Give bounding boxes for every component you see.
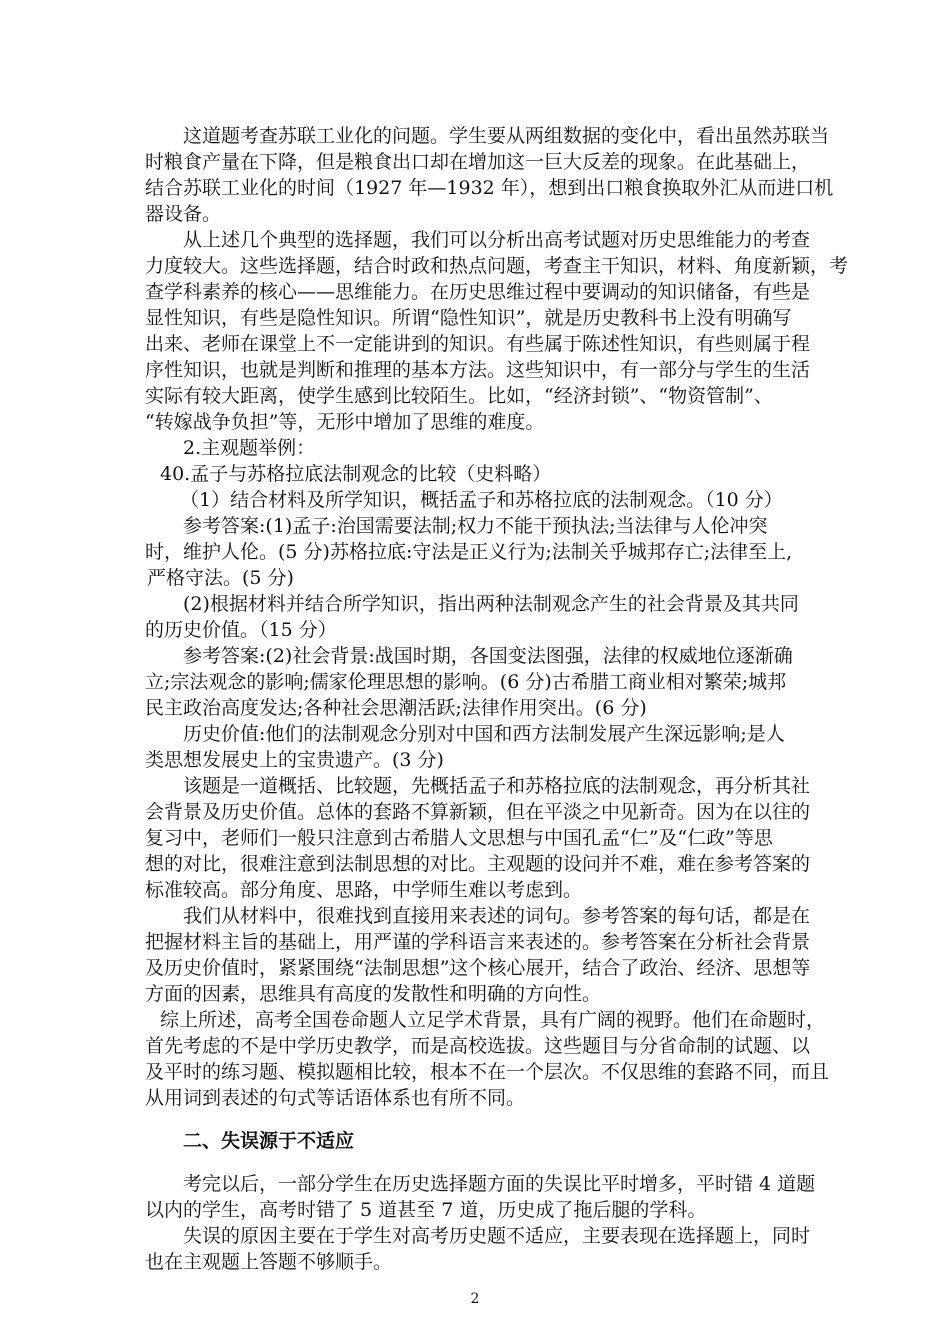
- text-line: 时粮食产量在下降，但是粮食出口却在增加这一巨大反差的现象。在此基础上，: [145, 151, 811, 173]
- section-heading: 二、失误源于不适应: [183, 1130, 355, 1152]
- text-line: 查学科素养的核心——思维能力。在历史思维过程中要调动的知识储备，有些是: [145, 281, 811, 303]
- text-line: 类思想发展史上的宝贵遗产。(3 分): [145, 749, 444, 771]
- text-line: 显性知识，有些是隐性知识。所谓“隐性知识”，就是历史教科书上没有明确写: [145, 307, 792, 329]
- text-line: 标准较高。部分角度、思路，中学师生难以考虑到。: [145, 879, 583, 901]
- text-line: 出来、老师在课堂上不一定能讲到的知识。有些属于陈述性知识，有些则属于程: [145, 333, 811, 355]
- text-line: 民主政治高度发达;各种社会思潮活跃;法律作用突出。(6 分): [145, 697, 647, 719]
- text-line: 序性知识，也就是判断和推理的基本方法。这些知识中，有一部分与学生的生活: [145, 359, 811, 381]
- question-part: (2)根据材料并结合所学知识，指出两种法制观念产生的社会背景及其共同: [183, 593, 799, 615]
- text-line: 力度较大。这些选择题，结合时政和热点问题，考查主干知识，材料、角度新颖，考: [145, 255, 849, 277]
- question-title: 40.孟子与苏格拉底法制观念的比较（史料略）: [160, 463, 552, 485]
- section-label: 2.主观题举例：: [183, 437, 316, 459]
- text-line: 方面的因素，思维具有高度的发散性和明确的方向性。: [145, 983, 602, 1005]
- text-line: 及历史价值时，紧紧围绕“法制思想”这个核心展开，结合了政治、经济、思想等: [145, 957, 811, 979]
- text-line: 会背景及历史价值。总体的套路不算新颖，但在平淡之中见新奇。因为在以往的: [145, 801, 811, 823]
- text-line: 从用词到表述的句式等话语体系也有所不同。: [145, 1087, 526, 1109]
- text-line: 参考答案:(2)社会背景:战国时期，各国变法图强，法律的权威地位逐渐确: [183, 645, 793, 667]
- text-line: 以内的学生，高考时错了 5 道甚至 7 道，历史成了拖后腿的学科。: [145, 1199, 707, 1221]
- text-line: 立;宗法观念的影响;儒家伦理思想的影响。(6 分)古希腊工商业相对繁荣;城邦: [145, 671, 787, 693]
- text-line: 复习中，老师们一般只注意到古希腊人文思想与中国孔孟“仁”及“仁政”等思: [145, 827, 773, 849]
- text-line: 历史价值:他们的法制观念分别对中国和西方法制发展产生深远影响;是人: [183, 723, 785, 745]
- text-line: 结合苏联工业化的时间（1927 年—1932 年），想到出口粮食换取外汇从而进口机: [145, 177, 834, 199]
- text-line: 从上述几个典型的选择题，我们可以分析出高考试题对历史思维能力的考查: [183, 229, 811, 251]
- question-part: （1）结合材料及所学知识，概括孟子和苏格拉底的法制观念。（10 分）: [180, 489, 783, 511]
- text-line: 实际有较大距离，使学生感到比较陌生。比如，“经济封锁”、“物资管制”、: [145, 385, 773, 407]
- text-line: 时，维护人伦。(5 分)苏格拉底:守法是正义行为;法制关乎城邦存亡;法律至上,: [145, 541, 793, 563]
- page-number: 2: [470, 1291, 480, 1307]
- text-line: 综上所述，高考全国卷命题人立足学术背景，具有广阔的视野。他们在命题时，: [160, 1009, 826, 1031]
- text-line: 想的对比，很难注意到法制思想的对比。主观题的设问并不难，难在参考答案的: [145, 853, 811, 875]
- text-line: 首先考虑的不是中学历史教学，而是高校选拔。这些题目与分省命制的试题、以: [145, 1035, 811, 1057]
- text-line: 这道题考查苏联工业化的问题。学生要从两组数据的变化中，看出虽然苏联当: [183, 125, 830, 147]
- text-line: 失误的原因主要在于学生对高考历史题不适应，主要表现在选择题上，同时: [183, 1225, 811, 1247]
- text-line: 我们从材料中，很难找到直接用来表述的词句。参考答案的每句话，都是在: [183, 905, 811, 927]
- text-line: 及平时的练习题、模拟题相比较，根本不在一个层次。不仅思维的套路不同，而且: [145, 1061, 830, 1083]
- text-line: “转嫁战争负担”等，无形中增加了思维的难度。: [145, 411, 545, 433]
- text-line: 严格守法。(5 分): [147, 567, 294, 589]
- text-line: 考完以后，一部分学生在历史选择题方面的失误比平时增多，平时错 4 道题: [183, 1173, 816, 1195]
- text-line: 器设备。: [145, 203, 222, 225]
- question-part: 的历史价值。（15 分）: [145, 619, 337, 641]
- text-line: 也在主观题上答题不够顺手。: [145, 1251, 393, 1273]
- text-line: 参考答案:(1)孟子:治国需要法制;权力不能干预执法;当法律与人伦冲突: [183, 515, 768, 537]
- text-line: 把握材料主旨的基础上，用严谨的学科语言来表述的。参考答案在分析社会背景: [145, 931, 811, 953]
- text-line: 该题是一道概括、比较题，先概括孟子和苏格拉底的法制观念，再分析其社: [183, 775, 811, 797]
